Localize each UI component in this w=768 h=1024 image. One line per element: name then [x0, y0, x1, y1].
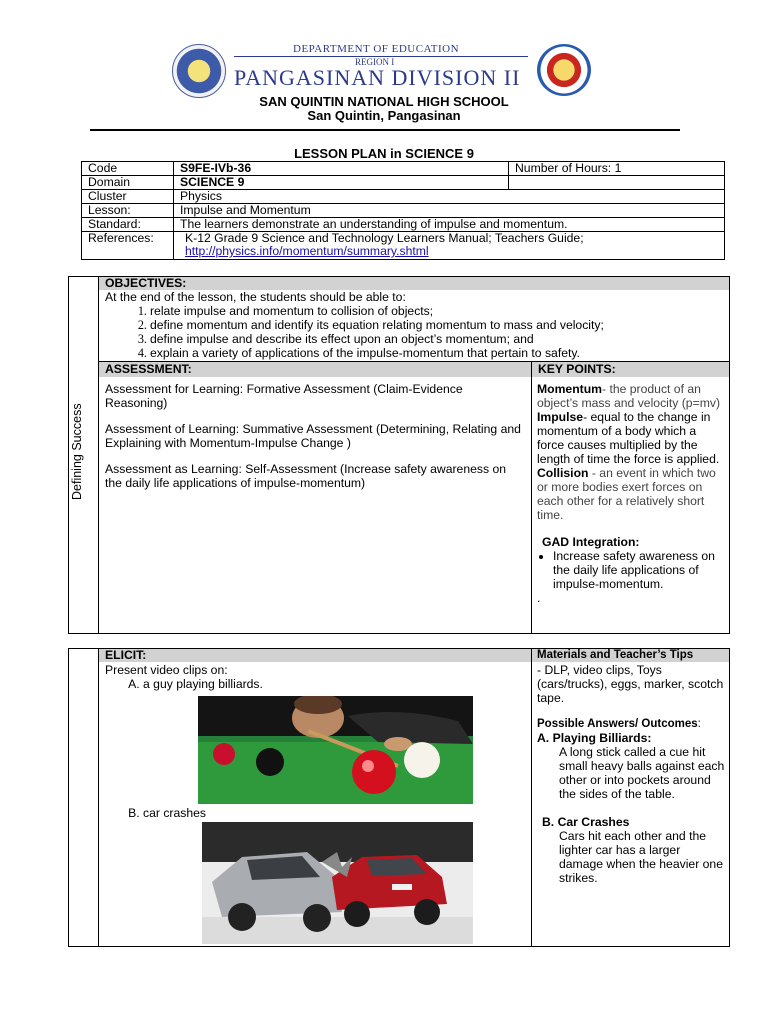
department-name: DEPARTMENT OF EDUCATION — [293, 43, 460, 55]
division-name: PANGASINAN DIVISION II — [234, 65, 521, 90]
objectives-content — [105, 290, 725, 360]
title-rule — [90, 129, 680, 131]
collision-definition: Collision - an event in which two or more bodies exert forces on each other for a relatively short time. — [537, 466, 716, 522]
standard-value: The learners demonstrate an understanding of impulse and momentum. — [174, 218, 725, 232]
column-divider — [531, 362, 532, 634]
domain-value: SCIENCE 9 — [174, 176, 509, 190]
objective-item: 1. relate impulse and momentum to collision of objects; — [150, 304, 725, 318]
elicit-item-a: A. a guy playing billiards. — [143, 677, 525, 691]
objective-item: 3. define impulse and describe its effect upon an object’s momentum; and — [150, 332, 725, 346]
lesson-plan-title: LESSON PLAN in SCIENCE 9 — [294, 146, 474, 161]
car-crash-photo — [202, 822, 473, 944]
assessment-content — [105, 382, 525, 490]
elicit-heading: ELICIT: — [99, 649, 531, 662]
cluster-label: Cluster — [82, 190, 174, 204]
objective-item: 2. define momentum and identify its equation relating momentum to mass and velocity; — [150, 318, 725, 332]
code-label: Code — [82, 162, 174, 176]
references-cell — [174, 232, 725, 260]
defining-success-label: Defining Success — [70, 403, 84, 500]
elicit-intro: Present video clips on: — [105, 663, 228, 677]
elicit-list-a — [105, 677, 525, 691]
elicit-list-b — [105, 806, 525, 820]
elicit-content-b — [105, 806, 525, 820]
possible-answers-heading: Possible Answers/ Outcomes: — [537, 718, 701, 730]
gad-list — [537, 549, 725, 591]
column-divider-2 — [531, 648, 532, 947]
school-town: San Quintin, Pangasinan — [307, 108, 461, 123]
assessment-heading: ASSESSMENT: — [99, 362, 531, 377]
impulse-definition: Impulse- equal to the change in momentum of a body which a force causes multiplied by the length of time the force is applied. — [537, 410, 720, 466]
deped-seal-logo — [172, 44, 226, 98]
objectives-intro: At the end of the lesson, the students should be able to: — [105, 290, 406, 304]
side-column-divider — [98, 276, 99, 634]
hours-value: Number of Hours: 1 — [509, 162, 725, 176]
region-name: REGION I — [355, 57, 395, 67]
lesson-label: Lesson: — [82, 204, 174, 218]
materials-list: - DLP, video clips, Toys (cars/trucks), eggs, marker, scotch tape. — [537, 663, 724, 705]
objectives-list — [105, 304, 725, 360]
billiards-photo — [198, 696, 473, 804]
materials-content — [537, 663, 727, 885]
lesson-value: Impulse and Momentum — [174, 204, 725, 218]
domain-label: Domain — [82, 176, 174, 190]
materials-heading: Materials and Teacher’s Tips — [532, 649, 729, 662]
answer-a-title: A. Playing Billiards: — [537, 731, 652, 745]
code-value: S9FE-IVb-36 — [174, 162, 509, 176]
answer-b-title: B. Car Crashes — [542, 815, 630, 829]
objectives-heading: OBJECTIVES: — [99, 277, 729, 290]
trailing-mark: . — [537, 591, 541, 605]
elicit-content — [105, 663, 525, 691]
references-link[interactable]: http://physics.info/momentum/summary.shtml — [185, 244, 429, 258]
assessment-for-learning: Assessment for Learning: Formative Assessment (Claim-Evidence Reasoning) — [105, 382, 463, 410]
assessment-of-learning: Assessment of Learning: Summative Assessment (Determining, Relating and Explaining with Momentum-Impulse Change ) — [105, 422, 521, 450]
references-label: References: — [82, 232, 174, 260]
key-points-heading: KEY POINTS: — [532, 362, 729, 377]
references-text: K-12 Grade 9 Science and Technology Learners Manual; Teachers Guide; — [185, 231, 584, 245]
lesson-info-table — [81, 161, 725, 260]
standard-label: Standard: — [82, 218, 174, 232]
school-seal-logo — [537, 44, 591, 96]
gad-heading: GAD Integration: — [542, 535, 640, 549]
answer-a-text: A long stick called a cue hit small heavy balls against each other or into pockets around the sides of the table. — [559, 745, 725, 801]
momentum-definition: Momentum- the product of an object’s mass and velocity (p=mv) — [537, 382, 720, 410]
side-column-divider-2 — [98, 648, 99, 947]
objective-item: 4. explain a variety of applications of the impulse-momentum that pertain to safety. — [150, 346, 725, 360]
school-name: SAN QUINTIN NATIONAL HIGH SCHOOL — [259, 94, 509, 109]
empty-cell — [509, 176, 725, 190]
cluster-value: Physics — [174, 190, 725, 204]
elicit-item-b: B. car crashes — [143, 806, 525, 820]
gad-item: • Increase safety awareness on the daily life applications of impulse-momentum. — [553, 549, 725, 591]
answer-b-text: Cars hit each other and the lighter car has a larger damage when the heavier one strikes. — [559, 829, 723, 885]
key-points-content — [537, 382, 725, 605]
assessment-as-learning: Assessment as Learning: Self-Assessment (Increase safety awareness on the daily life applications of impulse-momentum) — [105, 462, 507, 490]
